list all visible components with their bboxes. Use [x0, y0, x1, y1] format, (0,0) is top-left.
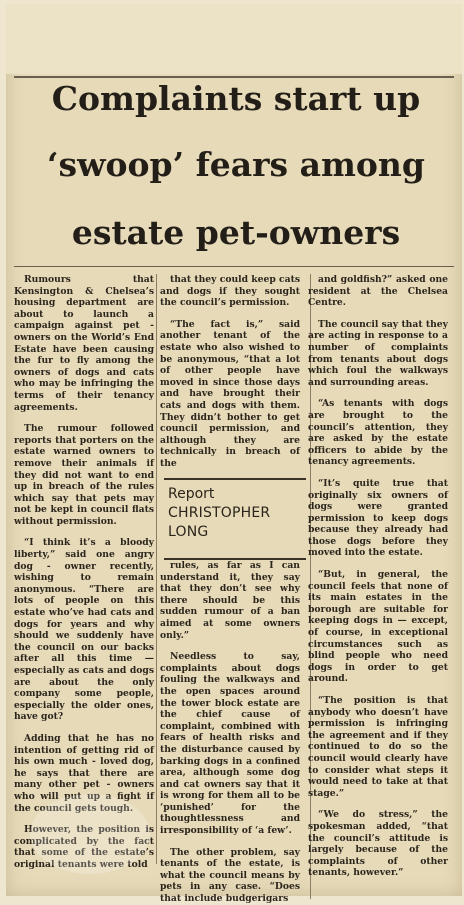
- article-column-3: [308, 274, 448, 894]
- paragraph: “The fact is,” said another tenant of the estate who also wished to be anonymous, “that a lot of other people have moved in since those days and have brought their cats and dogs with them. They didn’t bother to get council permission, and although they are technically in breach of the: [160, 318, 300, 469]
- headline-line-3: estate pet-owners: [71, 213, 401, 252]
- article-column-2-bottom: [160, 560, 300, 905]
- headline-line-2: ‘swoop’ fears among: [47, 145, 425, 184]
- byline-box: [164, 478, 306, 560]
- column-divider: [156, 274, 157, 864]
- paragraph: Rumours that Kensington & Chelsea’s housing department are about to launch a campaign against pet - owners on the World’s End Estate have been causing the fur to fly among the owners of dogs and cats who may be infringing the terms of their tenancy agreements.: [14, 274, 154, 413]
- paragraph: Adding that he has no intention of getting rid of his own much - loved dog, he says that there are many other pet - owners who will put up a fight if the council gets tough.: [14, 732, 154, 814]
- paragraph: The other problem, say tenants of the estate, is what the council means by pets in any case. “Does that include budgerigars: [160, 846, 300, 905]
- top-rule: [14, 76, 454, 78]
- article-column-1: [14, 274, 154, 870]
- paragraph: “As tenants with dogs are brought to the council’s attention, they are asked by the estate officers to abide by the tenancy agreements.: [308, 398, 448, 468]
- paragraph: The rumour followed reports that porters on the estate warned owners to remove their animals if they did not want to end up in breach of the rules which say that pets may not be kept in council flats without permission.: [14, 423, 154, 527]
- paragraph: The council say that they are acting in response to a number of complaints from tenants about dogs which foul the walkways and surrounding areas.: [308, 318, 448, 388]
- paper-stain: [30, 794, 150, 874]
- paragraph: “I think it’s a bloody liberty,” said one angry dog - owner recently, wishing to remain anonymous. “There are lots of people on this estate who’ve had cats and dogs for years and why should we suddenly have the council on our backs after all this time — especially as cats and dogs are about the only company some people, especially the older ones, have got?: [14, 537, 154, 723]
- paragraph: “We do stress,” the spokesman added, “that the council’s attitude is largely because of the complaints of other tenants, however.”: [308, 809, 448, 879]
- paragraph: “It’s quite true that originally six owners of dogs were granted permission to keep dogs because they already had those dogs before they moved into the estate.: [308, 477, 448, 559]
- blank-margin: [6, 4, 462, 74]
- headline-line-1: Complaints start up: [51, 79, 421, 118]
- paragraph: “The position is that anybody who doesn’t have permission is infringing the agreement and if they continued to do so the council would clearly have to consider what steps it would need to take at that stage.”: [308, 695, 448, 799]
- byline-label: Report: [168, 486, 215, 502]
- paragraph: Needless to say, complaints about dogs fouling the walkways and the open spaces around the tower block estate are the chief cause of complaint, combined with fears of health risks and the disturbance caused by barking dogs in a confined area, although some dog and cat owners say that it is wrong for them all to be ‘punished’ for the thoughtlessness and irresponsibility of ‘a few’.: [160, 651, 300, 837]
- headline-rule: [14, 266, 454, 267]
- paragraph: rules, as far as I can understand it, they say that they don’t see why there should be this sudden rumour of a ban aimed at some owners only.”: [160, 560, 300, 641]
- article-column-2-top: [160, 274, 300, 476]
- newspaper-clipping: [6, 4, 462, 905]
- paragraph: that they could keep cats and dogs if they sought the council’s permission.: [160, 274, 300, 309]
- paragraph: and goldfish?” asked one resident at the Chelsea Centre.: [308, 274, 448, 309]
- byline-author: CHRISTOPHER LONG: [168, 505, 271, 540]
- paragraph: “But, in general, the council feels that none of its main estates in the borough are suitable for keeping dogs in — except, of course, in exceptional circumstances such as blind people who need dogs in order to get around.: [308, 569, 448, 685]
- paragraph: However, the position is complicated by the fact that some of the estate’s original tenants were told: [14, 824, 154, 870]
